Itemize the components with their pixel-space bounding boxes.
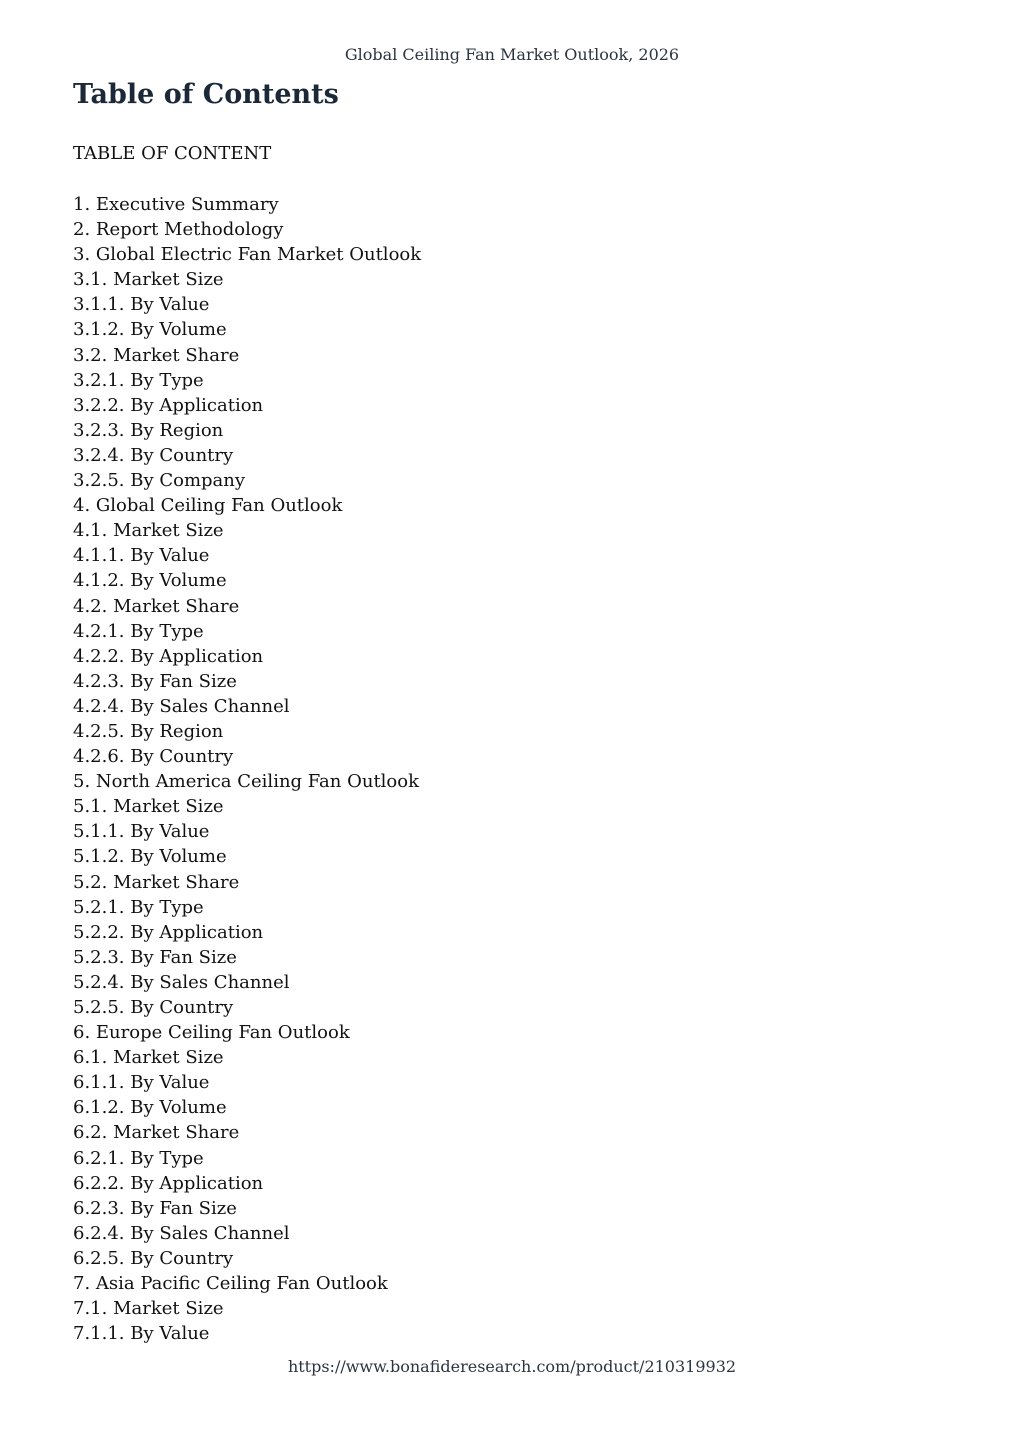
toc-entry: 3.1.1. By Value (73, 294, 210, 316)
toc-entry: 5.2. Market Share (73, 871, 240, 893)
toc-entry: 5.2.5. By Country (73, 997, 234, 1018)
toc-entry: 6.1.1. By Value (73, 1072, 210, 1094)
toc-entry: 5.2.4. By Sales Channel (73, 971, 290, 993)
toc-entry: 4.2.3. By Fan Size (73, 670, 237, 692)
toc-entry: 5.2.1. By Type (73, 896, 204, 918)
toc-entry: 2. Report Methodology (73, 219, 284, 241)
toc-entry: 4.2. Market Share (73, 595, 240, 617)
toc-entry: 5. North America Ceiling Fan Outlook (73, 771, 420, 793)
toc-entry: 5.1.2. By Volume (73, 846, 227, 868)
toc-entry: 6.2.3. By Fan Size (73, 1197, 237, 1219)
toc-entry: 1. Executive Summary (73, 194, 279, 215)
toc-entry: 3. Global Electric Fan Market Outlook (73, 244, 422, 266)
toc-entry: 6. Europe Ceiling Fan Outlook (73, 1022, 350, 1044)
toc-entry: 4.1.2. By Volume (73, 570, 227, 592)
toc-entry: 6.2.4. By Sales Channel (73, 1222, 290, 1244)
toc-entry: 6.2.5. By Country (73, 1247, 234, 1269)
toc-entry: 3.2. Market Share (73, 344, 240, 366)
toc-entry: 4.2.4. By Sales Channel (73, 695, 290, 717)
toc-entry: 5.1.1. By Value (73, 821, 210, 843)
toc-heading: TABLE OF CONTENT (73, 143, 272, 164)
toc-entry: 6.2.1. By Type (73, 1147, 204, 1169)
toc-entry: 5.2.2. By Application (73, 921, 264, 943)
toc-entry: 3.1. Market Size (73, 269, 224, 291)
page-header: Global Ceiling Fan Market Outlook, 2026 (344, 45, 680, 64)
toc-entry: 4.2.6. By Country (73, 746, 234, 768)
toc-entry: 4.2.1. By Type (73, 620, 204, 642)
toc-entry: 5.1. Market Size (73, 796, 224, 818)
toc-entry: 6.2. Market Share (73, 1122, 240, 1144)
page-footer-url: https://www.bonafideresearch.com/product/210319932 (287, 1357, 737, 1376)
toc-entry: 3.2.3. By Region (73, 419, 224, 441)
toc-entry: 4.1.1. By Value (73, 545, 210, 567)
toc-entry: 4.2.2. By Application (73, 645, 264, 667)
toc-entry: 6.1. Market Size (73, 1047, 224, 1069)
page-title: Table of Contents (73, 79, 339, 110)
toc-entry: 6.2.2. By Application (73, 1172, 264, 1194)
toc-entry: 3.2.1. By Type (73, 369, 204, 391)
toc-entry: 3.2.2. By Application (73, 394, 264, 416)
toc-list (73, 192, 421, 1346)
toc-entry: 5.2.3. By Fan Size (73, 946, 237, 968)
toc-entry: 3.1.2. By Volume (73, 319, 227, 341)
toc-entry: 3.2.4. By Country (73, 444, 234, 466)
toc-entry: 7.1.1. By Value (73, 1323, 210, 1345)
toc-entry: 7. Asia Pacific Ceiling Fan Outlook (73, 1273, 388, 1295)
toc-entry: 4.2.5. By Region (73, 720, 224, 742)
toc-entry: 3.2.5. By Company (73, 470, 246, 492)
toc-entry: 7.1. Market Size (73, 1298, 224, 1320)
toc-entry: 4. Global Ceiling Fan Outlook (73, 495, 343, 517)
toc-entry: 4.1. Market Size (73, 520, 224, 542)
toc-entry: 6.1.2. By Volume (73, 1097, 227, 1119)
